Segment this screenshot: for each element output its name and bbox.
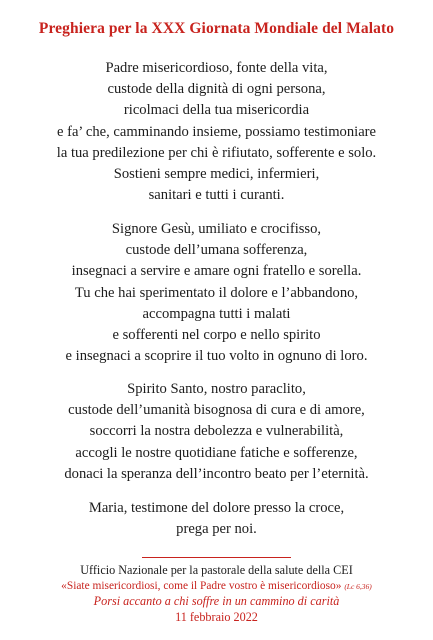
stanza-line: custode della dignità di ogni persona, [107,81,326,98]
footer [0,563,433,625]
motto: Porsi accanto a chi soffre in un cammino di carità [93,594,340,609]
theme-reference: (Lc 6,36) [344,581,372,591]
stanza-mary [0,498,433,540]
stanza-line: Sostieni sempre medici, infermieri, [113,166,320,183]
footer-divider [142,557,291,558]
stanza-line: e fa’ che, camminando insieme, possiamo testimoniare [56,123,377,140]
stanza-line: e sofferenti nel corpo e nello spirito [112,327,321,344]
page-title: Preghiera per la XXX Giornata Mondiale del Malato [38,20,395,37]
stanza-line: la tua predilezione per chi è rifiutato, sofferente e solo. [56,144,377,161]
stanza-spirit [0,379,433,485]
stanza-line: prega per noi. [176,521,257,538]
stanza-line: accogli le nostre quotidiane fatiche e sofferenze, [75,444,358,461]
stanza-father [0,58,433,206]
stanza-line: e insegnaci a scoprire il tuo volto in ognuno di loro. [65,348,368,365]
stanza-line: ricolmaci della tua misericordia [123,102,310,119]
stanza-line: soccorri la nostra debolezza e vulnerabilità, [89,423,344,440]
stanza-line: Tu che hai sperimentato il dolore e l’abbandono, [74,284,359,301]
stanza-line: Padre misericordioso, fonte della vita, [105,60,328,76]
stanza-line: donaci la speranza dell’incontro beato per l’eternità. [64,465,369,482]
stanza-line: custode dell’umana sofferenza, [125,242,308,259]
stanza-line: insegnaci a servire e amare ogni fratello e sorella. [71,263,362,280]
theme-quote-text: «Siate misericordiosi, come il Padre vostro è misericordioso» [61,579,342,592]
stanza-line: custode dell’umanità bisognosa di cura e di amore, [68,402,365,419]
stanza-line: Signore Gesù, umiliato e crocifisso, [111,221,322,237]
stanza-line: Maria, testimone del dolore presso la croce, [88,500,345,516]
stanza-son [0,219,433,367]
event-date: 11 febbraio 2022 [175,609,258,624]
office-name: Ufficio Nazionale per la pastorale della salute della CEI [80,563,353,577]
stanza-line: Spirito Santo, nostro paraclito, [127,381,306,397]
theme-quote [0,579,433,595]
stanza-line: sanitari e tutti i curanti. [148,187,285,204]
stanza-line: accompagna tutti i malati [142,305,291,322]
